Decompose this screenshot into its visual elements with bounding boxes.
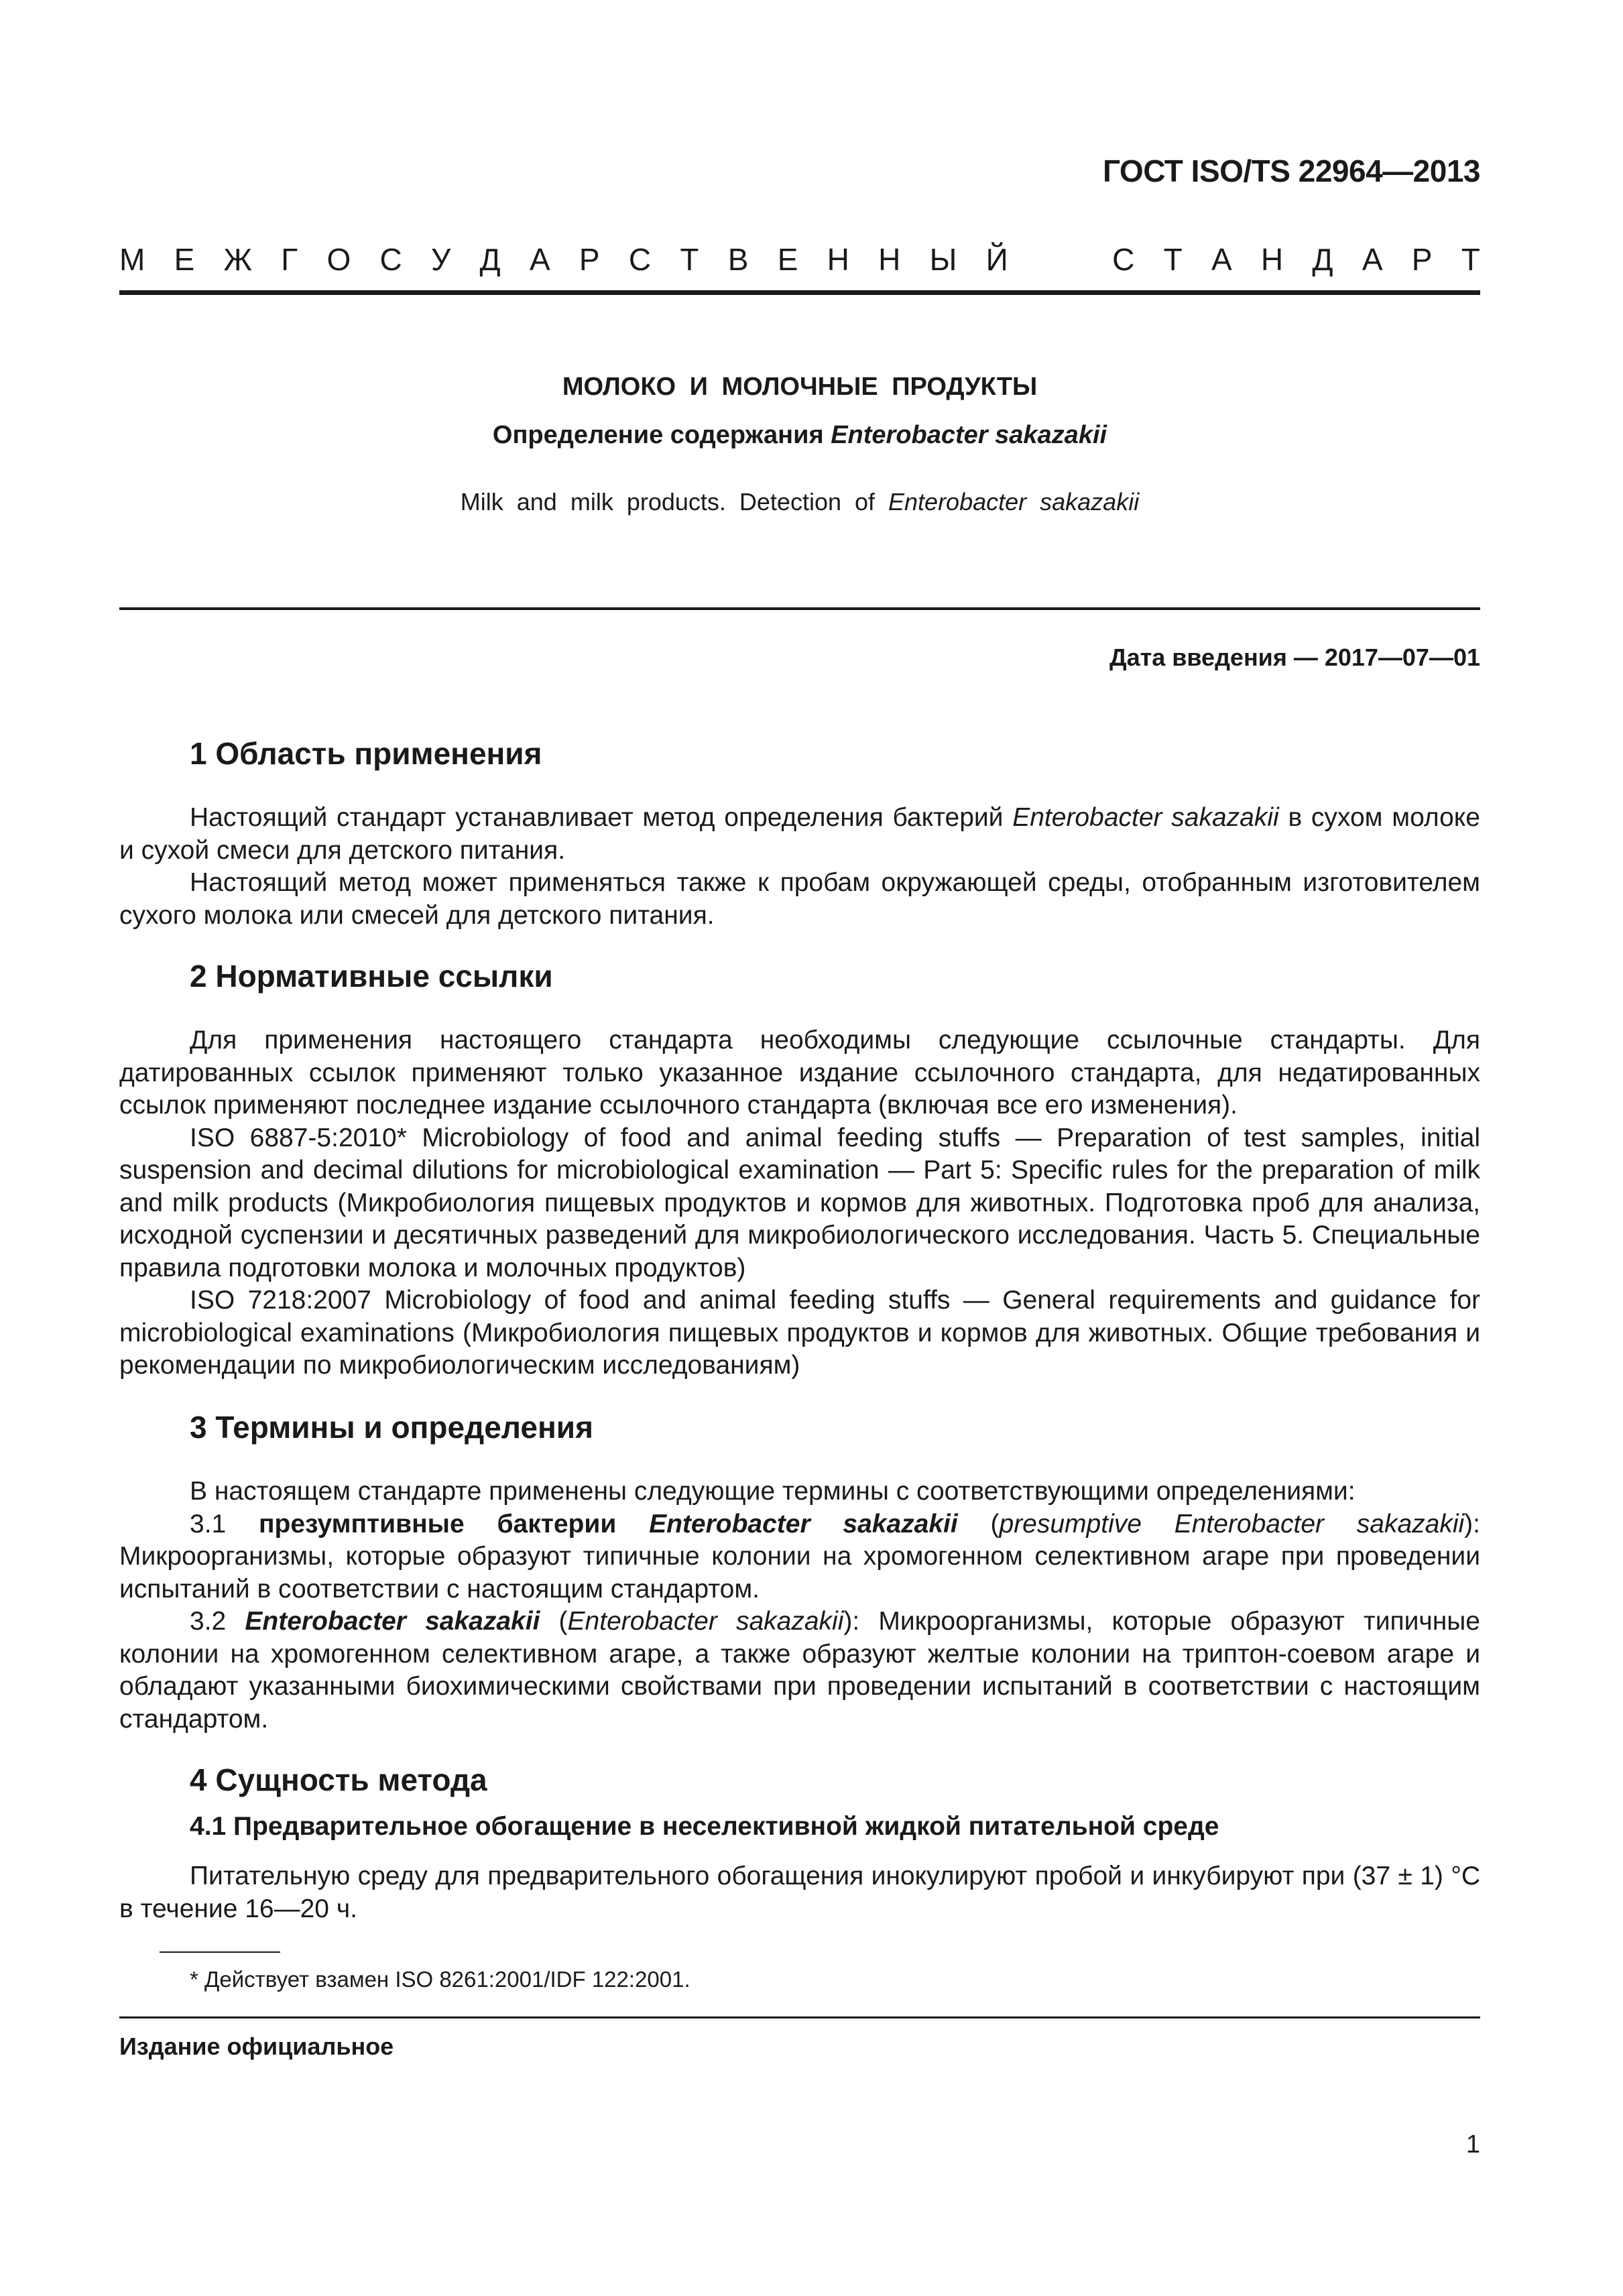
paragraph: В настоящем стандарте применены следующие термины с соответствующими определениями: [190, 1477, 1356, 1506]
section-4-body [119, 1860, 1480, 1925]
banner-letter: В [727, 242, 749, 277]
footer-rule [119, 2016, 1480, 2018]
banner-letter: А [529, 242, 550, 277]
banner-letter: Н [878, 242, 901, 277]
banner-letter: Е [777, 242, 798, 277]
section-1-heading: 1 Область применения [190, 736, 542, 771]
title-rule [119, 607, 1480, 610]
banner-letter: Р [579, 242, 600, 277]
banner-letter [1075, 241, 1083, 278]
page-number: 1 [1465, 2130, 1480, 2159]
section-4-heading: 4 Сущность метода [190, 1762, 487, 1797]
section-2-heading: 2 Нормативные ссылки [190, 959, 553, 993]
footnote: * Действует взамен ISO 8261:2001/IDF 122:2001. [190, 1967, 690, 1992]
banner-letter: Ж [223, 242, 253, 277]
banner-letter: С [1112, 242, 1135, 277]
banner-letter: Й [985, 242, 1008, 277]
subsection-4-1-heading: 4.1 Предварительное обогащение в неселективной жидкой питательной среде [190, 1812, 1219, 1841]
banner-letter: Р [1411, 242, 1433, 277]
banner-letter: Н [1260, 242, 1284, 277]
footnote-separator [160, 1951, 280, 1953]
paragraph: Настоящий метод может применяться также к пробам окружающей среды, отобранным изготовителем сухого молока или смесей для детского питания. [119, 868, 1480, 930]
banner-letter: Ы [929, 242, 957, 277]
edition-label: Издание официальное [119, 2033, 394, 2060]
term-3-1: 3.1 презумптивные бактерии Enterobacter sakazakii (presumptive Enterobacter sakazakii): Микроорганизмы, которые образуют типичные колонии на хромогенном селективном агаре при проведении испытаний в соответствии с настоящим стандартом. [119, 1509, 1480, 1604]
section-1-body [119, 802, 1480, 932]
banner-letter: А [1211, 242, 1232, 277]
header-rule [119, 290, 1480, 295]
banner-letter: М [119, 242, 145, 277]
banner-letter: Т [1461, 242, 1480, 277]
banner-letter: Н [827, 242, 849, 277]
reference-iso-7218: ISO 7218:2007 Microbiology of food and animal feeding stuffs — General requirements and guidance for microbiological examinations (Микробиология пищевых продуктов и кормов для животных. Общие требования и рекомендации по микробиологическим исследованиям) [119, 1286, 1480, 1380]
document-subtitle: Определение содержания Enterobacter sakazakii [492, 421, 1107, 449]
banner-letter: У [431, 242, 451, 277]
banner-letter: С [628, 242, 652, 277]
banner-letter [1037, 241, 1046, 278]
banner-letter: Д [1312, 242, 1333, 277]
banner-letter: С [379, 242, 402, 277]
banner-letter: О [326, 242, 351, 277]
section-3-heading: 3 Термины и определения [190, 1410, 593, 1445]
paragraph: Настоящий стандарт устанавливает метод определения бактерий Enterobacter sakazakii в сухом молоке и сухой смеси для детского питания. [119, 803, 1480, 865]
banner-letter: Д [479, 242, 501, 277]
paragraph: Для применения настоящего стандарта необходимы следующие ссылочные стандарты. Для датированных ссылок применяют только указанное издание ссылочного стандарта, для недатированных ссылок применяют последнее издание ссылочного стандарта (включая все его изменения). [119, 1026, 1480, 1120]
document-code: ГОСТ ISO/TS 22964—2013 [1102, 154, 1480, 188]
standard-banner [119, 241, 1480, 278]
paragraph: Питательную среду для предварительного обогащения инокулируют пробой и инкубируют при (37 ± 1) °С в течение 16—20 ч. [119, 1862, 1480, 1923]
banner-letter: Е [174, 242, 195, 277]
banner-letter: А [1362, 242, 1383, 277]
introduction-date: Дата введения — 2017—07—01 [1109, 644, 1480, 671]
document-title-english: Milk and milk products. Detection of Enterobacter sakazakii [460, 488, 1140, 516]
section-2-body [119, 1024, 1480, 1382]
document-title: МОЛОКО И МОЛОЧНЫЕ ПРОДУКТЫ [562, 373, 1038, 401]
reference-iso-6887-5: ISO 6887-5:2010* Microbiology of food and animal feeding stuffs — Preparation of test samples, initial suspension and decimal dilutions for microbiological examination — Part 5: Specific rules for the preparation of milk and milk products (Микробиология пищевых продуктов и кормов для животных. Подготовка проб для анализа, исходной суспензии и десятичных разведений для микробиологического исследования. Часть 5. Специальные правила подготовки молока и молочных продуктов) [119, 1123, 1480, 1282]
banner-letter: Т [680, 242, 699, 277]
banner-letter: Г [281, 242, 298, 277]
section-3-body [119, 1475, 1480, 1736]
term-3-2: 3.2 Enterobacter sakazakii (Enterobacter sakazakii): Микроорганизмы, которые образуют типичные колонии на хромогенном селективном агаре, а также образуют желтые колонии на триптон-соевом агаре и обладают указанными биохимическими свойствами при проведении испытаний в соответствии с настоящим стандартом. [119, 1607, 1480, 1734]
banner-letter: Т [1163, 242, 1183, 277]
